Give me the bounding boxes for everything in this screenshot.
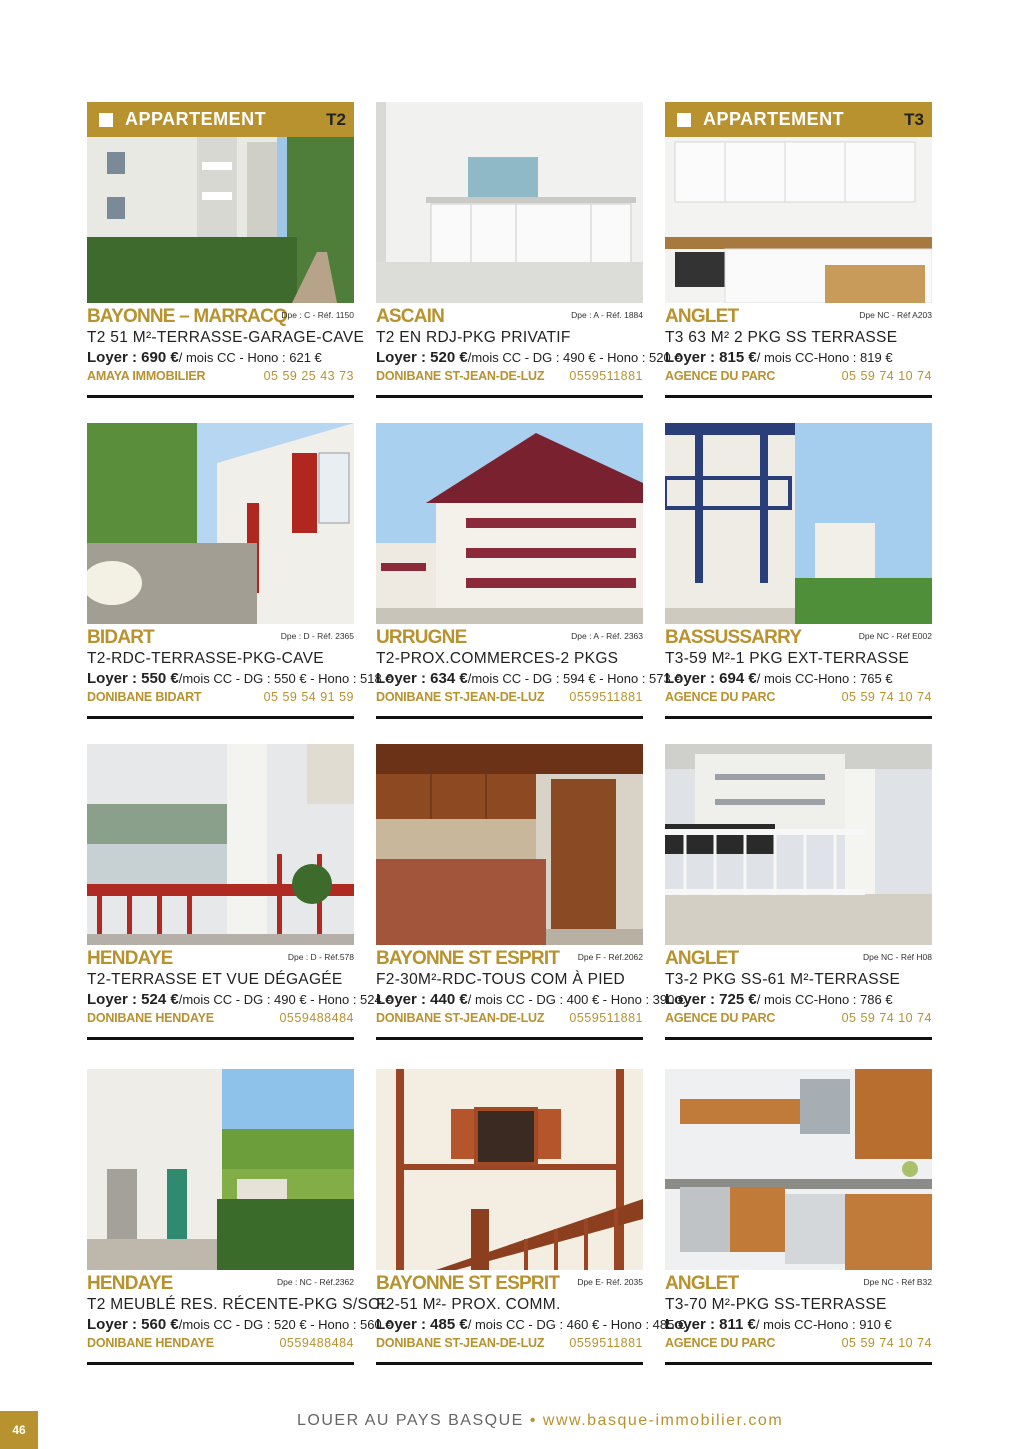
listing-rent <box>87 1315 393 1335</box>
card-rule <box>87 1037 354 1040</box>
listing-rent <box>87 348 354 368</box>
card-rule <box>665 716 932 719</box>
listing-description: T3 63 M² 2 PKG SS TERRASSE <box>665 329 898 346</box>
listing-dpe-ref: Dpe : D - Réf.578 <box>287 952 354 962</box>
rent-amount: Loyer : 725 € <box>665 991 757 1008</box>
listing-description: T2 51 M²-TERRASSE-GARAGE-CAVE <box>87 329 365 346</box>
listing-phone[interactable]: 05 59 54 91 59 <box>263 690 354 704</box>
listing-description: F2-51 M²- PROX. COMM. <box>376 1296 561 1313</box>
rent-detail: /mois CC - DG : 490 € - Hono : 520 € <box>467 350 682 365</box>
listing-city: ANGLET <box>665 1273 739 1294</box>
listing-description: T3-59 M²-1 PKG EXT-TERRASSE <box>665 650 910 667</box>
footer-website-link[interactable]: www.basque-immobilier.com <box>542 1412 784 1429</box>
card-rule <box>87 395 354 398</box>
listing-rent <box>376 990 686 1010</box>
card-rule <box>665 1037 932 1040</box>
listing-phone[interactable]: 05 59 74 10 74 <box>841 1011 932 1025</box>
listing-agency: AGENCE DU PARC <box>665 690 776 704</box>
listing-city: HENDAYE <box>87 1273 173 1294</box>
rent-amount: Loyer : 485 € <box>376 1316 468 1333</box>
listing-description: T2-TERRASSE ET VUE DÉGAGÉE <box>87 971 343 988</box>
blue-pergola-balcony-photo <box>665 423 932 624</box>
wooden-kitchen-brick-photo <box>376 744 643 945</box>
listing-description: T2-RDC-TERRASSE-PKG-CAVE <box>87 650 324 667</box>
rent-detail: /mois CC - DG : 550 € - Hono : 518 € <box>178 671 393 686</box>
rent-amount: Loyer : 560 € <box>87 1316 179 1333</box>
property-type: APPARTEMENT <box>125 109 267 129</box>
listing-dpe-ref: Dpe NC - Réf H08 <box>863 952 932 962</box>
listing-agency: AGENCE DU PARC <box>665 1336 776 1350</box>
rent-detail: / mois CC-Hono : 819 € <box>756 350 893 365</box>
card-rule <box>665 1362 932 1365</box>
listing-rent <box>87 990 393 1010</box>
listing-city: HENDAYE <box>87 948 173 969</box>
page-number: 46 <box>0 1411 38 1449</box>
listing-rent <box>665 1315 932 1335</box>
covered-terrace-railing-photo <box>665 744 932 945</box>
listing-dpe-ref: Dpe : A - Réf. 1884 <box>571 310 643 320</box>
listing-agency: DONIBANE ST-JEAN-DE-LUZ <box>376 1336 545 1350</box>
rent-detail: /mois CC - DG : 594 € - Hono : 573 € <box>467 671 682 686</box>
terrace-bay-view-photo <box>87 744 354 945</box>
rent-amount: Loyer : 811 € <box>665 1316 756 1333</box>
card-rule <box>376 716 643 719</box>
property-size: T2 <box>326 109 346 129</box>
listing-description: T2 MEUBLÉ RES. RÉCENTE-PKG S/SOL <box>87 1296 390 1313</box>
balcony-hills-view-photo <box>87 1069 354 1270</box>
listing-rent <box>665 669 932 689</box>
white-kitchenette-photo <box>376 102 643 303</box>
house-red-shutters-photo <box>87 423 354 624</box>
listing-agency: DONIBANE ST-JEAN-DE-LUZ <box>376 690 545 704</box>
footer-title: LOUER AU PAYS BASQUE <box>297 1412 524 1429</box>
listing-city: ANGLET <box>665 948 739 969</box>
listing-city: URRUGNE <box>376 627 467 648</box>
listing-agency: DONIBANE HENDAYE <box>87 1336 214 1350</box>
listing-description: T3-70 M²-PKG SS-TERRASSE <box>665 1296 887 1313</box>
listing-phone[interactable]: 0559511881 <box>569 690 643 704</box>
listing-agency: AGENCE DU PARC <box>665 369 776 383</box>
card-rule <box>376 395 643 398</box>
footer-separator: • <box>529 1412 537 1429</box>
listing-city: ANGLET <box>665 306 739 327</box>
listing-rent <box>665 348 932 368</box>
listing-agency: DONIBANE ST-JEAN-DE-LUZ <box>376 369 545 383</box>
listing-agency: DONIBANE HENDAYE <box>87 1011 214 1025</box>
rent-detail: /mois CC - DG : 490 € - Hono : 524 € <box>178 992 393 1007</box>
listing-city: BAYONNE ST ESPRIT <box>376 948 560 969</box>
rent-detail: / mois CC - Hono : 621 € <box>178 350 322 365</box>
listing-city: BASSUSSARRY <box>665 627 802 648</box>
listing-dpe-ref: Dpe : A - Réf. 2363 <box>571 631 643 641</box>
listing-description: F2-30M²-RDC-TOUS COM À PIED <box>376 971 625 988</box>
square-icon <box>99 113 113 127</box>
listing-city: BIDART <box>87 627 154 648</box>
listing-phone[interactable]: 0559488484 <box>279 1336 354 1350</box>
listing-dpe-ref: Dpe : C - Réf. 1150 <box>281 310 354 320</box>
listing-dpe-ref: Dpe E- Réf. 2035 <box>577 1277 643 1287</box>
rent-amount: Loyer : 440 € <box>376 991 468 1008</box>
rent-amount: Loyer : 550 € <box>87 670 179 687</box>
listing-dpe-ref: Dpe NC - Réf E002 <box>858 631 932 641</box>
listing-dpe-ref: Dpe F - Réf.2062 <box>577 952 643 962</box>
rent-detail: /mois CC - DG : 520 € - Hono : 560 € <box>178 1317 393 1332</box>
listing-agency: DONIBANE BIDART <box>87 690 202 704</box>
listing-dpe-ref: Dpe NC - Réf A203 <box>859 310 932 320</box>
listing-city: ASCAIN <box>376 306 445 327</box>
listing-rent <box>665 990 932 1010</box>
rent-amount: Loyer : 520 € <box>376 349 468 366</box>
rent-detail: / mois CC - DG : 460 € - Hono : 485 € <box>467 1317 686 1332</box>
listing-city: BAYONNE – MARRACQ <box>87 306 288 327</box>
listing-dpe-ref: Dpe : NC - Réf.2362 <box>276 1277 354 1287</box>
rent-amount: Loyer : 815 € <box>665 349 757 366</box>
listing-description: T2 EN RDJ-PKG PRIVATIF <box>376 329 571 346</box>
card-rule <box>376 1037 643 1040</box>
listing-agency: AMAYA IMMOBILIER <box>87 369 206 383</box>
rent-detail: / mois CC-Hono : 765 € <box>756 671 893 686</box>
listing-phone[interactable]: 05 59 74 10 74 <box>841 369 932 383</box>
listing-phone[interactable]: 05 59 25 43 73 <box>263 369 354 383</box>
listing-rent <box>376 348 682 368</box>
rent-amount: Loyer : 690 € <box>87 349 179 366</box>
rent-detail: / mois CC-Hono : 910 € <box>755 1317 892 1332</box>
rent-detail: / mois CC - DG : 400 € - Hono : 390 € <box>467 992 686 1007</box>
listing-phone[interactable]: 0559511881 <box>569 369 643 383</box>
property-type-banner <box>665 102 932 137</box>
property-type-banner <box>87 102 354 137</box>
staircase-window-shutters-photo <box>376 1069 643 1270</box>
listing-phone[interactable]: 0559511881 <box>569 1011 643 1025</box>
listing-description: T2-PROX.COMMERCES-2 PKGS <box>376 650 619 667</box>
listing-dpe-ref: Dpe : D - Réf. 2365 <box>280 631 354 641</box>
basque-residence-balconies-photo <box>376 423 643 624</box>
listing-description: T3-2 PKG SS-61 M²-TERRASSE <box>665 971 901 988</box>
page-footer <box>297 1412 783 1430</box>
property-type: APPARTEMENT <box>703 109 845 129</box>
rent-amount: Loyer : 634 € <box>376 670 468 687</box>
listing-agency: DONIBANE ST-JEAN-DE-LUZ <box>376 1011 545 1025</box>
listing-phone[interactable]: 0559488484 <box>279 1011 354 1025</box>
rent-amount: Loyer : 694 € <box>665 670 757 687</box>
listing-rent <box>87 669 393 689</box>
card-rule <box>87 716 354 719</box>
card-rule <box>376 1362 643 1365</box>
listing-phone[interactable]: 05 59 74 10 74 <box>841 1336 932 1350</box>
fitted-kitchen-oven-photo <box>665 1069 932 1270</box>
listing-rent <box>376 1315 686 1335</box>
listing-rent <box>376 669 682 689</box>
square-icon <box>677 113 691 127</box>
listing-city: BAYONNE ST ESPRIT <box>376 1273 560 1294</box>
listing-phone[interactable]: 0559511881 <box>569 1336 643 1350</box>
card-rule <box>87 1362 354 1365</box>
listing-phone[interactable]: 05 59 74 10 74 <box>841 690 932 704</box>
card-rule <box>665 395 932 398</box>
listing-agency: AGENCE DU PARC <box>665 1011 776 1025</box>
listing-dpe-ref: Dpe NC - Réf B32 <box>863 1277 932 1287</box>
property-size: T3 <box>904 109 924 129</box>
rent-detail: / mois CC-Hono : 786 € <box>756 992 893 1007</box>
rent-amount: Loyer : 524 € <box>87 991 179 1008</box>
